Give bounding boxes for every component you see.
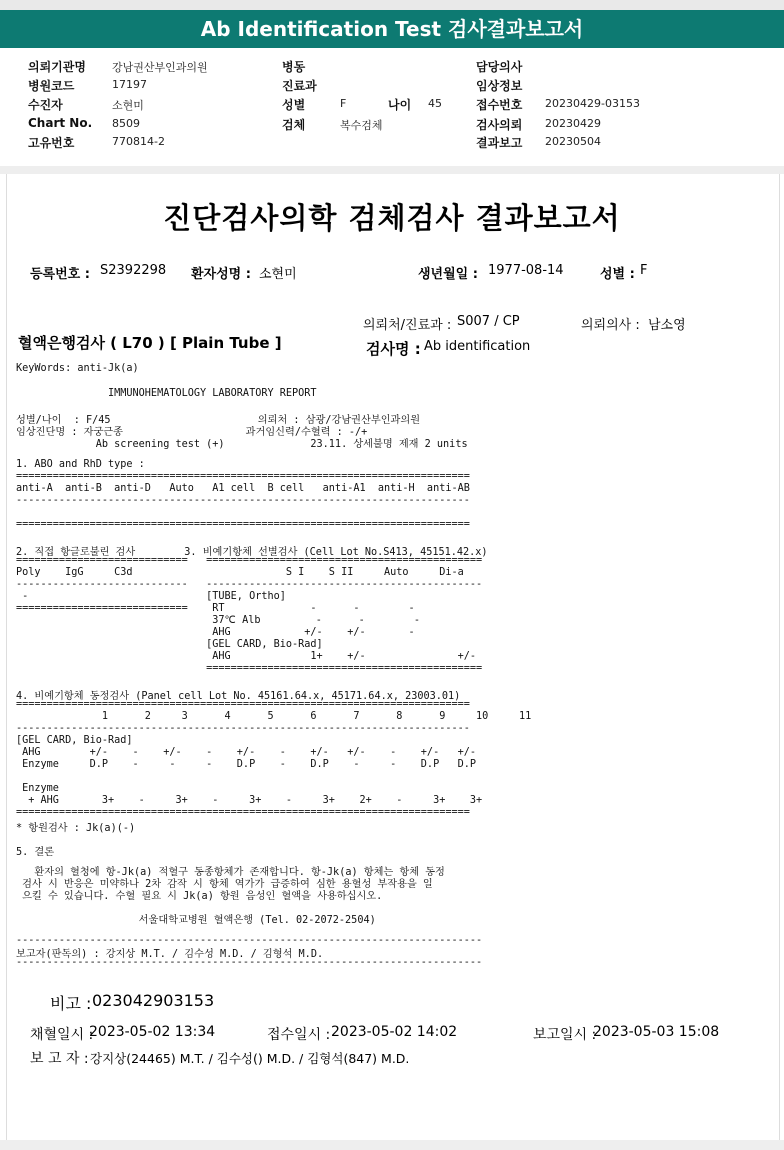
exam-label: 검사명 : xyxy=(366,340,421,358)
report-text-line: ========================================================================== xyxy=(16,807,470,818)
header-field-label: 결과보고 xyxy=(476,136,523,150)
report-text-line: - [TUBE, Ortho] xyxy=(16,591,286,602)
top-gray-bar xyxy=(0,0,784,10)
header-field-label: 병동 xyxy=(282,60,306,74)
report-text-line: ========================================================================== xyxy=(16,471,470,482)
report-text-line: [GEL CARD, Bio-Rad] xyxy=(16,735,133,746)
header-field-label: 임상정보 xyxy=(476,79,523,93)
header-field-label: 수진자 xyxy=(28,98,63,112)
dob-value: 1977-08-14 xyxy=(488,263,564,278)
bottom-band xyxy=(0,1140,784,1150)
header-field-value: 소현미 xyxy=(112,99,144,112)
report-text-line: ---------------------------------------------------------------------------- xyxy=(16,935,483,946)
separator-band xyxy=(0,166,784,174)
report-text-line: 서울대학교병원 혈액은행 (Tel. 02-2072-2504) xyxy=(16,915,376,926)
collect-label: 채혈일시 : xyxy=(30,1027,94,1043)
receive-label: 접수일시 : xyxy=(267,1027,331,1043)
report-text-line: ---------------------------------------------------------------------------- xyxy=(16,957,483,968)
section-title: 혈액은행검사 ( L70 ) [ Plain Tube ] xyxy=(18,334,282,352)
report-text-line: Enzyme D.P - - - D.P - D.P - - D.P D.P xyxy=(16,759,477,770)
report-text-line: 환자의 혈청에 항-Jk(a) 적혈구 동종항체가 존재합니다. 항-Jk(a) 항체는 항체 동정 xyxy=(16,867,445,878)
report-text-line: * 항원검사 : Jk(a)(-) xyxy=(16,823,136,834)
report-text-line: ============================ ============================================= xyxy=(16,555,483,566)
report-text-line: IMMUNOHEMATOLOGY LABORATORY REPORT xyxy=(16,388,317,399)
report-text-line: 5. 결론 xyxy=(16,847,55,858)
report-text-line: 임상진단명 : 자궁근종 과거임신력/수혈력 : -/+ xyxy=(16,427,368,438)
report-text-line: ============================================= xyxy=(16,663,483,674)
report-text-line: 37℃ Alb - - - xyxy=(16,615,420,626)
dob-label: 생년월일 : xyxy=(418,267,478,282)
header-field-label: 검사의뢰 xyxy=(476,118,523,132)
exam-value: Ab identification xyxy=(424,339,531,354)
header-field-value: 20230429 xyxy=(545,117,601,130)
reg-label: 등록번호 : xyxy=(30,267,90,282)
report-text-line: AHG 1+ +/- +/- xyxy=(16,651,477,662)
dept-label: 의뢰처/진료과 : xyxy=(363,318,452,333)
report-time-label: 보고일시 : xyxy=(533,1027,597,1043)
report-text-line: 검사 시 반응은 미약하나 2차 감작 시 항체 역가가 급증하여 심한 용혈성 부작용을 일 xyxy=(16,879,433,890)
report-text-line: ========================================================================== xyxy=(16,699,470,710)
header-field-label: 나이 xyxy=(388,98,412,112)
reporter-value: 강지상(24465) M.T. / 김수성() M.D. / 김형석(847) M.D. xyxy=(90,1051,410,1066)
remark-label: 비고 : xyxy=(50,994,92,1013)
doctor-label: 의뢰의사 : xyxy=(581,318,640,333)
header-field-label: 진료과 xyxy=(282,79,317,93)
report-text-line: [GEL CARD, Bio-Rad] xyxy=(16,639,323,650)
report-text-line: 1. ABO and RhD type : xyxy=(16,459,145,470)
header-field-value: 8509 xyxy=(112,117,140,130)
patient-name-value: 소현미 xyxy=(259,267,297,282)
header-field-value: 45 xyxy=(428,97,442,110)
header-field-label: 검체 xyxy=(282,118,306,132)
report-text-line: ============================ RT - - - xyxy=(16,603,415,614)
report-time-value: 2023-05-03 15:08 xyxy=(593,1024,720,1040)
patient-name-label: 환자성명 : xyxy=(191,267,251,282)
report-text-line: 1 2 3 4 5 6 7 8 9 10 11 xyxy=(16,711,532,722)
header-field-value: 강남권산부인과의원 xyxy=(112,61,208,74)
sex-label: 성별 : xyxy=(600,267,635,282)
header-field-value: 20230504 xyxy=(545,135,601,148)
header-field-label: 고유번호 xyxy=(28,136,75,150)
remark-value: 023042903153 xyxy=(92,991,215,1010)
receive-value: 2023-05-02 14:02 xyxy=(331,1024,458,1040)
report-title: 진단검사의학 검체검사 결과보고서 xyxy=(163,201,621,235)
report-text-line: 2. 직접 항글로불린 검사 3. 비예기항체 선별검사 (Cell Lot No.S413, 45151.42.x) xyxy=(16,547,488,558)
report-text-line: 으킬 수 있습니다. 수혈 필요 시 Jk(a) 항원 음성인 혈액을 사용하십시오. xyxy=(16,891,383,902)
dept-value: S007 / CP xyxy=(457,314,520,329)
header-field-label: 담당의사 xyxy=(476,60,523,74)
header-field-label: Chart No. xyxy=(28,116,93,130)
header-field-value: 17197 xyxy=(112,78,147,91)
report-text-line: AHG +/- - +/- - +/- - +/- +/- - +/- +/- xyxy=(16,747,477,758)
report-text-line: 보고자(판독의) : 강지상 M.T. / 김수성 M.D. / 김형석 M.D. xyxy=(16,949,324,960)
report-text-line: Poly IgG C3d S I S II Auto Di-a xyxy=(16,567,464,578)
report-text-line: Ab screening test (+) 23.11. 상세불명 제재 2 units xyxy=(16,439,468,450)
report-text-line: 4. 비예기항체 동정검사 (Panel cell Lot No. 45161.64.x, 45171.64.x, 23003.01) xyxy=(16,691,461,702)
report-text-line: + AHG 3+ - 3+ - 3+ - 3+ 2+ - 3+ 3+ xyxy=(16,795,483,806)
header-field-value: F xyxy=(340,97,347,110)
collect-value: 2023-05-02 13:34 xyxy=(89,1024,216,1040)
report-text-line: ---------------------------- --------------------------------------------- xyxy=(16,579,483,590)
header-field-label: 성별 xyxy=(282,98,306,112)
report-text-line: 성별/나이 : F/45 의뢰처 : 삼광/강남권산부인과의원 xyxy=(16,415,421,426)
header-field-label: 의뢰기관명 xyxy=(28,60,86,74)
report-text-line: -------------------------------------------------------------------------- xyxy=(16,495,470,506)
report-text-line: KeyWords: anti-Jk(a) xyxy=(16,363,139,374)
report-text-line: anti-A anti-B anti-D Auto A1 cell B cell anti-A1 anti-H anti-AB xyxy=(16,483,470,494)
report-text-line: ========================================================================== xyxy=(16,519,470,530)
header-field-label: 병원코드 xyxy=(28,79,75,93)
sex-value: F xyxy=(640,263,648,278)
report-text-line: -------------------------------------------------------------------------- xyxy=(16,723,470,734)
reg-value: S2392298 xyxy=(100,263,167,278)
header-field-value: 770814-2 xyxy=(112,135,165,148)
reporter-label: 보 고 자 : xyxy=(30,1051,89,1067)
report-text-line: AHG +/- +/- - xyxy=(16,627,415,638)
header-field-label: 접수번호 xyxy=(476,98,523,112)
header-field-value: 20230429-03153 xyxy=(545,97,640,110)
report-text-line: Enzyme xyxy=(16,783,59,794)
doctor-value: 남소영 xyxy=(648,318,686,333)
report-banner: Ab Identification Test 검사결과보고서 xyxy=(0,10,784,48)
header-field-value: 복수검체 xyxy=(340,119,383,132)
